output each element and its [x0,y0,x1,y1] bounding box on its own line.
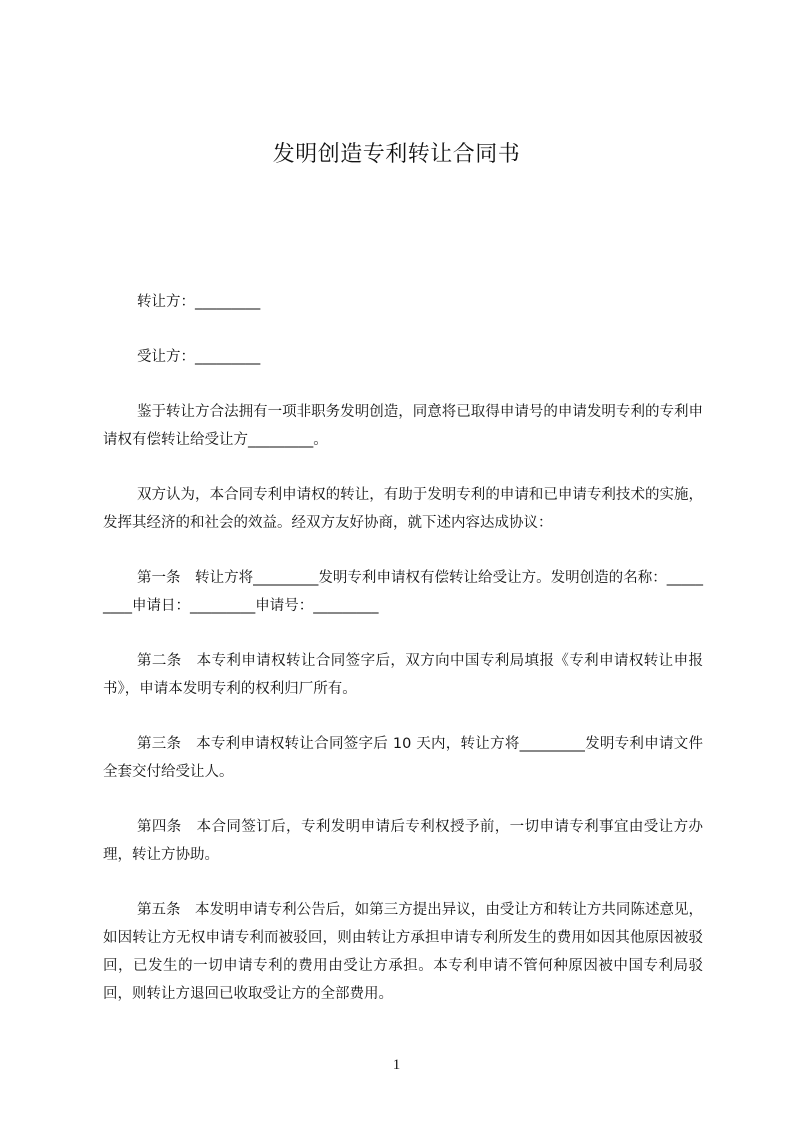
article-5: 第五条 本发明申请专利公告后，如第三方提出异议，由受让方和转让方共同陈述意见，如因转让方无权申请专利而被驳回，则由转让方承担申请专利所发生的费用如因其他原因被驳回，已发生的一切申请专利的费用由受让方承担。本专利申请不管何种原因被中国专利局驳回，则转让方退回已收取受让方的全部费用。 [103,902,703,1002]
document-body [103,288,703,1035]
agreement-paragraph: 双方认为，本合同专利申请权的转让，有助于发明专利的申请和已申请专利技术的实施，发挥其经济的和社会的效益。经双方友好协商，就下述内容达成协议： [103,487,703,531]
article-2: 第二条 本专利申请权转让合同签字后，双方向中国专利局填报《专利申请权转让申报书》，申请本发明专利的权利归厂所有。 [103,653,703,697]
article-4: 第四条 本合同签订后，专利发明申请后专利权授予前，一切申请专利事宜由受让方办理，转让方协助。 [103,819,703,863]
article-1: 第一条 转让方将_________发明专利申请权有偿转让给受让方。发明创造的名称：_________申请日：_________申请号：_________ [103,570,703,614]
article-3: 第三条 本专利申请权转让合同签字后 10 天内，转让方将_________发明专利申请文件全套交付给受让人。 [103,736,703,780]
transferee-line: 受让方：_________ [137,349,261,365]
preamble-paragraph: 鉴于转让方合法拥有一项非职务发明创造，同意将已取得申请号的申请发明专利的专利申请权有偿转让给受让方_________。 [103,404,703,448]
transferor-line: 转让方：_________ [137,294,261,310]
document-title: 发明创造专利转让合同书 [272,142,521,167]
page-number: 1 [392,1057,401,1073]
